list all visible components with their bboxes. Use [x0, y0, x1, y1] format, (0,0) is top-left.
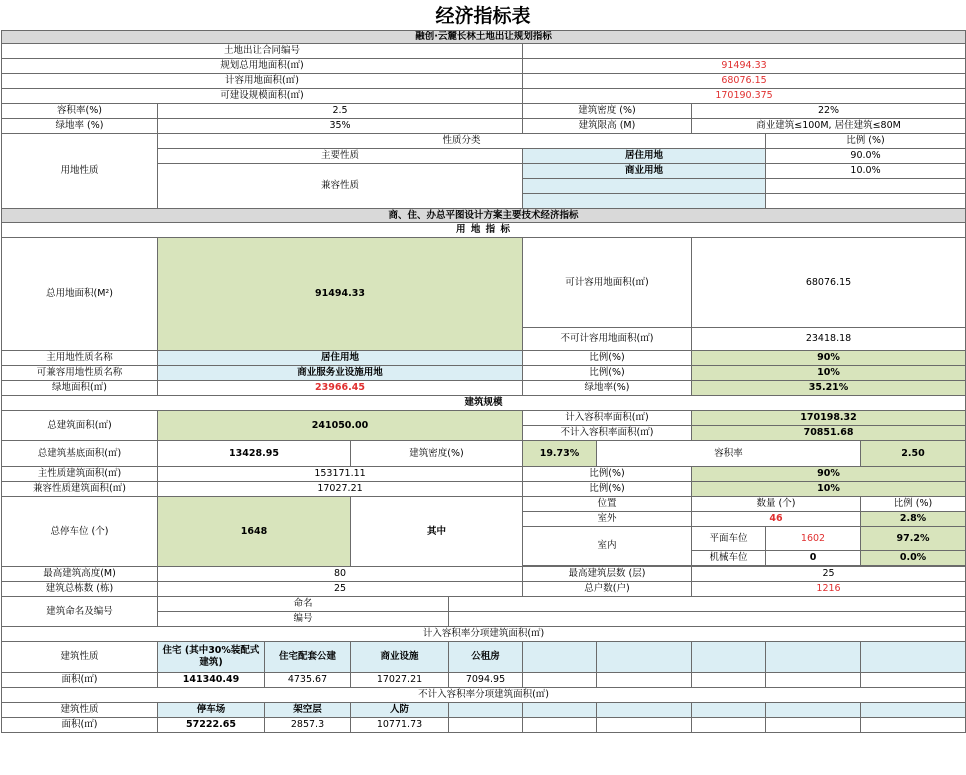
gfa-value: 241050.00 — [158, 411, 523, 441]
gfa-label: 总建筑面积(㎡) — [2, 411, 158, 441]
main-use-label: 主要性质 — [158, 149, 523, 164]
section-heading: 融创·云麓长林土地出让规划指标 — [2, 31, 966, 44]
nature-label: 建筑性质 — [2, 703, 158, 718]
name-label: 命名 — [158, 597, 449, 612]
base-area-value: 13428.95 — [158, 441, 351, 467]
far-item-name: 住宅配套公建 — [265, 642, 351, 673]
nonfar-item-name: 架空层 — [265, 703, 351, 718]
far-label: 容积率(%) — [2, 104, 158, 119]
page-title: 经济指标表 — [435, 5, 531, 27]
far-value: 2.50 — [861, 441, 966, 467]
blank-cell — [766, 718, 861, 733]
use-class-header: 性质分类 — [158, 134, 766, 149]
blank-cell — [597, 642, 692, 673]
blank-cell — [861, 673, 966, 688]
nonfar-area-label: 不计入容积率面积(㎡) — [523, 426, 692, 441]
blank-cell — [597, 673, 692, 688]
nonfar-items-heading: 不计入容积率分项建筑面积(㎡) — [2, 688, 966, 703]
compat-use-value: 商业服务业设施用地 — [158, 366, 523, 381]
outdoor-value: 46 — [692, 512, 861, 527]
mech-pct: 0.0% — [861, 551, 966, 566]
blank-cell — [766, 673, 861, 688]
compat-use-label: 可兼容用地性质名称 — [2, 366, 158, 381]
total-area-label: 总用地面积(M²) — [2, 238, 158, 351]
ratio-header: 比例 (%) — [766, 134, 966, 149]
max-floors-value: 25 — [692, 567, 966, 582]
nonfar-item-area: 2857.3 — [265, 718, 351, 733]
blank-cell — [766, 703, 861, 718]
flat-pct: 97.2% — [861, 527, 966, 551]
among-label: 其中 — [351, 497, 523, 567]
far-item-area: 17027.21 — [351, 673, 449, 688]
land-subheading: 用 地 指 标 — [2, 223, 966, 238]
blank-cell — [523, 718, 597, 733]
far-label: 容积率 — [597, 441, 861, 467]
blank-cell — [523, 194, 766, 209]
pct-header: 比例 (%) — [861, 497, 966, 512]
calc-area-label: 可计容用地面积(㎡) — [523, 238, 692, 328]
base-area-label: 总建筑基底面积(㎡) — [2, 441, 158, 467]
blank-cell — [597, 703, 692, 718]
main-use-label: 主用地性质名称 — [2, 351, 158, 366]
build-scale-value: 170190.375 — [523, 89, 966, 104]
blank-cell — [766, 179, 966, 194]
calc-area-value: 68076.15 — [523, 74, 966, 89]
max-height-label: 最高建筑高度(M) — [2, 567, 158, 582]
compat-gfa-label: 兼容性质建筑面积(㎡) — [2, 482, 158, 497]
nonfar-item-name: 人防 — [351, 703, 449, 718]
flat-label: 平面车位 — [692, 527, 766, 551]
land-use-label: 用地性质 — [2, 134, 158, 209]
blank-cell — [861, 642, 966, 673]
calc-area-label: 计容用地面积(㎡) — [2, 74, 523, 89]
mech-label: 机械车位 — [692, 551, 766, 566]
blank-cell — [692, 673, 766, 688]
blank-cell — [449, 718, 523, 733]
main-ratio-value: 90% — [692, 351, 966, 366]
main-gfa-ratio-label: 比例(%) — [523, 467, 692, 482]
blank-cell — [597, 718, 692, 733]
nonfar-item-name: 停车场 — [158, 703, 265, 718]
area-label: 面积(㎡) — [2, 718, 158, 733]
compat-ratio-label: 比例(%) — [523, 366, 692, 381]
number-label: 编号 — [158, 612, 449, 627]
green-label: 绿地率 (%) — [2, 119, 158, 134]
blank-cell — [692, 703, 766, 718]
outdoor-pct: 2.8% — [861, 512, 966, 527]
blank-cell — [766, 642, 861, 673]
name-value — [449, 597, 966, 612]
compat-gfa-value: 17027.21 — [158, 482, 523, 497]
compat-gfa-ratio-label: 比例(%) — [523, 482, 692, 497]
blank-cell — [692, 718, 766, 733]
max-floors-label: 最高建筑层数 (层) — [523, 567, 692, 582]
outdoor-label: 室外 — [523, 512, 692, 527]
max-height-value: 80 — [158, 567, 523, 582]
far-item-area: 7094.95 — [449, 673, 523, 688]
location-header: 位置 — [523, 497, 692, 512]
far-area-label: 计入容积率面积(㎡) — [523, 411, 692, 426]
flat-value: 1602 — [766, 527, 861, 551]
compat-use-value: 商业用地 — [523, 164, 766, 179]
green-rate-label: 绿地率(%) — [523, 381, 692, 396]
far-items-heading: 计入容积率分项建筑面积(㎡) — [2, 627, 966, 642]
far-item-name: 公租房 — [449, 642, 523, 673]
economic-indicator-table — [1, 30, 966, 733]
plan-area-value: 91494.33 — [523, 59, 966, 74]
density-value: 22% — [692, 104, 966, 119]
plan-area-label: 规划总用地面积(㎡) — [2, 59, 523, 74]
density-value: 19.73% — [523, 441, 597, 467]
contract-number-label: 土地出让合同编号 — [2, 44, 523, 59]
bldg-count-value: 25 — [158, 582, 523, 597]
height-limit-value: 商业建筑≤100M, 居住建筑≤80M — [692, 119, 966, 134]
compat-ratio-value: 10% — [692, 366, 966, 381]
section-heading: 商、住、办总平图设计方案主要技术经济指标 — [2, 209, 966, 223]
noncalc-area-value: 23418.18 — [692, 328, 966, 351]
main-use-ratio: 90.0% — [766, 149, 966, 164]
far-item-area: 4735.67 — [265, 673, 351, 688]
nonfar-item-area: 10771.73 — [351, 718, 449, 733]
density-label: 建筑密度(%) — [351, 441, 523, 467]
main-gfa-ratio-value: 90% — [692, 467, 966, 482]
blank-cell — [449, 703, 523, 718]
calc-area-value: 68076.15 — [692, 238, 966, 328]
main-gfa-value: 153171.11 — [158, 467, 523, 482]
compat-use-label: 兼容性质 — [158, 164, 523, 209]
blank-cell — [692, 642, 766, 673]
far-item-name: 商业设施 — [351, 642, 449, 673]
households-label: 总户数(户) — [523, 582, 692, 597]
contract-number-value — [523, 44, 966, 59]
noncalc-area-label: 不可计容用地面积(㎡) — [523, 328, 692, 351]
nonfar-item-area: 57222.65 — [158, 718, 265, 733]
main-use-value: 居住用地 — [523, 149, 766, 164]
bldg-count-label: 建筑总栋数 (栋) — [2, 582, 158, 597]
parking-label: 总停车位 (个) — [2, 497, 158, 567]
blank-cell — [523, 179, 766, 194]
far-item-name: 住宅 (其中30%装配式建筑) — [158, 642, 265, 673]
blank-cell — [861, 703, 966, 718]
far-value: 2.5 — [158, 104, 523, 119]
nature-label: 建筑性质 — [2, 642, 158, 673]
qty-header: 数量 (个) — [692, 497, 861, 512]
green-value: 35% — [158, 119, 523, 134]
height-limit-label: 建筑限高 (M) — [523, 119, 692, 134]
far-item-area: 141340.49 — [158, 673, 265, 688]
mech-value: 0 — [766, 551, 861, 566]
main-use-value: 居住用地 — [158, 351, 523, 366]
households-value: 1216 — [692, 582, 966, 597]
scale-subheading: 建筑规模 — [2, 396, 966, 411]
blank-cell — [523, 673, 597, 688]
green-area-value: 23966.45 — [158, 381, 523, 396]
main-gfa-label: 主性质建筑面积(㎡) — [2, 467, 158, 482]
build-scale-label: 可建设规模面积(㎡) — [2, 89, 523, 104]
blank-cell — [523, 703, 597, 718]
compat-gfa-ratio-value: 10% — [692, 482, 966, 497]
density-label: 建筑密度 (%) — [523, 104, 692, 119]
number-value — [449, 612, 966, 627]
nonfar-area-value: 70851.68 — [692, 426, 966, 441]
main-ratio-label: 比例(%) — [523, 351, 692, 366]
total-area-value: 91494.33 — [158, 238, 523, 351]
green-area-label: 绿地面积(㎡) — [2, 381, 158, 396]
far-area-value: 170198.32 — [692, 411, 966, 426]
area-label: 面积(㎡) — [2, 673, 158, 688]
compat-use-ratio: 10.0% — [766, 164, 966, 179]
blank-cell — [766, 194, 966, 209]
indoor-label: 室内 — [523, 527, 692, 566]
blank-cell — [523, 642, 597, 673]
green-rate-value: 35.21% — [692, 381, 966, 396]
naming-label: 建筑命名及编号 — [2, 597, 158, 627]
parking-value: 1648 — [158, 497, 351, 567]
blank-cell — [861, 718, 966, 733]
